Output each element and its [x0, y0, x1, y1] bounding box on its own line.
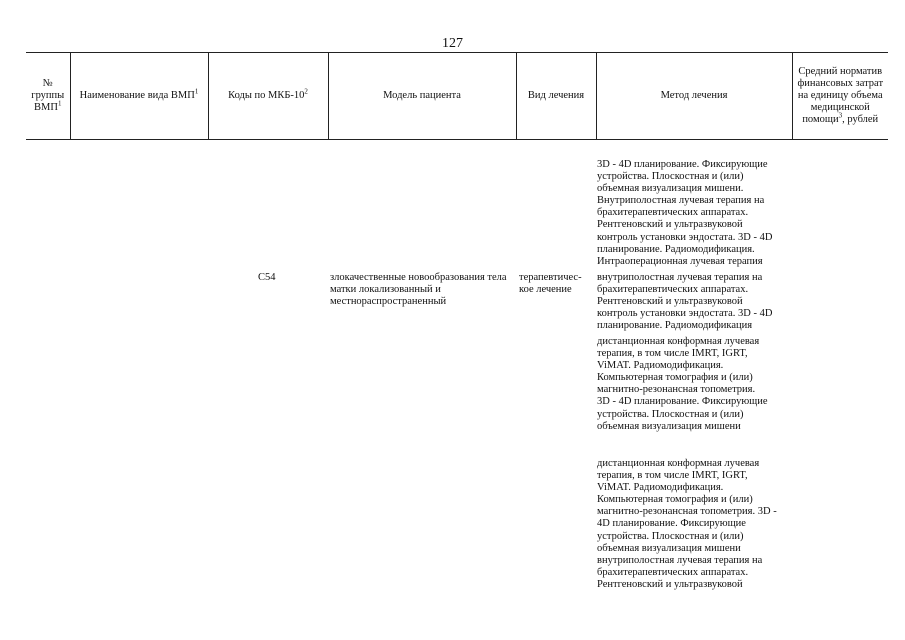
header-method: Метод лечения [596, 53, 792, 140]
header-treatment: Вид лечения [516, 53, 596, 140]
header-model: Модель пациента [328, 53, 516, 140]
method-text: внутриполостная лучевая терапия на брахитерапевтических аппаратах. Рентгеновский и ультразвуковой контроль установки эндостата. 3D - 4D планирование. Радиомодификация [597, 272, 773, 332]
method-text: внутриполостная лучевая терапия на брахитерапевтических аппаратах. Рентгеновский и ультразвуковой [597, 555, 763, 591]
treatment-type: терапевтичес- кое лечение [519, 272, 582, 296]
mkb-code: C54 [258, 272, 276, 283]
header-mkb: Коды по МКБ-$10^2$ [208, 53, 328, 140]
header-cost: Средний норматив финансовых затрат на единицу объема медицинской помощи$^3$, рублей [792, 53, 888, 140]
method-text: дистанционная конформная лучевая терапия, в том числе IMRT, IGRT, ViMAT. Радиомодификация. Компьютерная томография и (или) магнитно-резонансная топометрия. 3D - 4D планирование. Фиксирующие устройства. Плоскостная и (или) объемная визуализация мишени [597, 336, 768, 432]
table-header [26, 52, 888, 140]
patient-model: злокачественные новообразования тела матки локализованный и местнораспространенный [330, 272, 507, 308]
method-text: 3D - 4D планирование. Фиксирующие устройства. Плоскостная и (или) объемная визуализация мишени. Внутриполостная лучевая терапия на брахитерапевтических аппаратах. Рентгеновский и ультразвуковой контроль установки эндостата. 3D - 4D планирование. Радиомодификация. Интраоперационная лучевая терапия [597, 159, 773, 267]
page-number: 127 [442, 36, 463, 51]
header-group: № группы ВМП$^1$ [26, 53, 70, 140]
header-row [26, 53, 888, 140]
method-text: дистанционная конформная лучевая терапия, в том числе IMRT, IGRT, ViMAT. Радиомодификация. Компьютерная томография и (или) магнитно-резонансная топометрия. 3D - 4D планирование. Фиксирующие устройства. Плоскостная и (или) объемная визуализация мишени [597, 458, 777, 554]
header-name: Наименование вида ВМП$^1$ [70, 53, 208, 140]
